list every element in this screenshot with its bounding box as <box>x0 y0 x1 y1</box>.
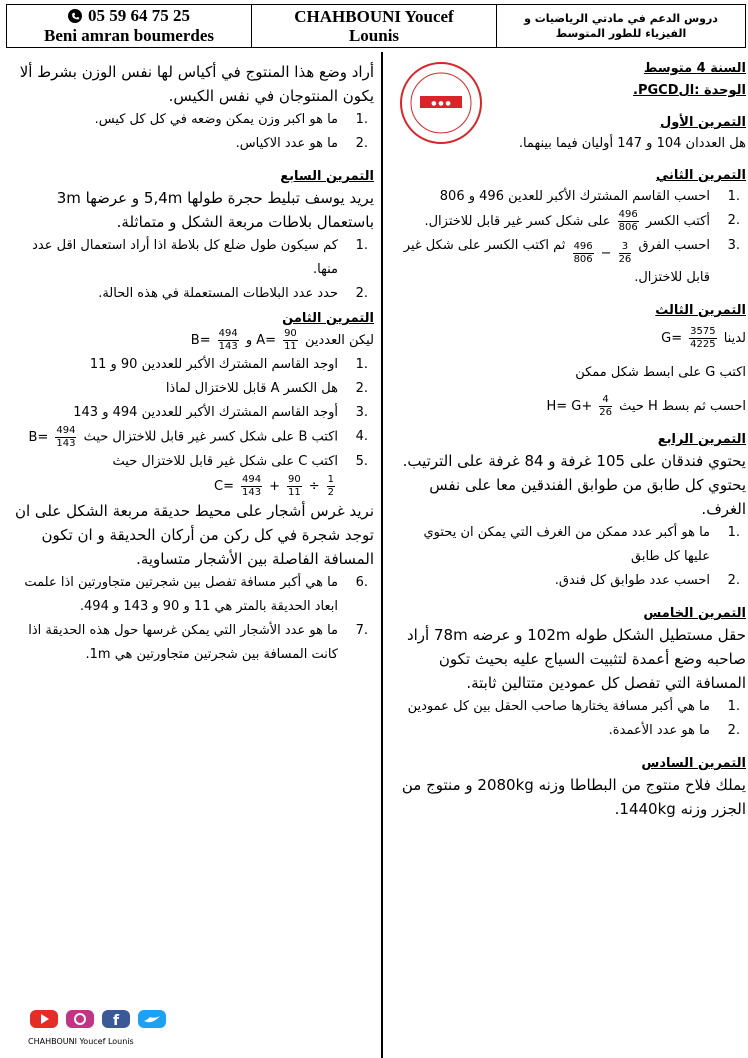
author-name: CHAHBOUNI Youcef <box>294 7 454 26</box>
exercise-6-text: يملك فلاح منتوج من البطاطا وزنه 2080kg و منتوج من الجزر وزنه 1440kg. <box>401 776 746 818</box>
exercise-7-list <box>4 234 374 306</box>
list-item: 2. ما هو عدد الأعمدة. <box>608 723 740 738</box>
youtube-icon <box>30 1010 58 1028</box>
facebook-icon <box>102 1010 130 1029</box>
course-title-1: دروس الدعم في مادتي الرياضيات و <box>524 12 718 25</box>
social-logos <box>26 1006 226 1050</box>
garden-text: نريد غرس أشجار على محيط حديقة مربعة الشكل على ان توجد شجرة في كل ركن من أركان الحديقة و ان تكون المسافة الفاصلة بين الأشجار متساوية. <box>14 502 374 568</box>
list-item: 7. ما هو عدد الأشجار التي يمكن غرسها حول هذه الحديقة اذا كانت المسافة بين شجرتين متجاورتين هي 1m. <box>28 623 368 662</box>
fraction: $\frac{496}{806}$ <box>618 209 638 233</box>
brand-footer: CHAHBOUNI Youcef Lounis <box>28 1037 134 1046</box>
list-item: 1. كم سيكون طول ضلع كل بلاطة اذا أراد استعمال اقل عدد منها. <box>32 238 368 277</box>
phone-number: 05 59 64 75 25 <box>88 6 190 25</box>
exercise-3-title: التمرين الثالث <box>655 303 746 318</box>
math-expression: $\frac{496}{806}$ − $\frac{3}{26}$ <box>573 241 632 265</box>
exercise-5-text: حقل مستطيل الشكل طوله 102m و عرضه 78m أراد صاحبه وضع أعمدة لتثبيت السياج عليه بحيث تكون المسافة التي تفصل كل عمودين متتالين ثابتة. <box>406 626 746 692</box>
right-column <box>396 58 746 821</box>
unit-label: الوحدة :الPGCD. <box>633 83 746 98</box>
grade-label: السنة 4 متوسط <box>643 61 746 76</box>
exercise-1-text: هل العددان 104 و 147 أوليان فيما بينهما. <box>518 136 746 151</box>
location: Beni amran boumerdes <box>44 26 214 45</box>
list-item: 3. أوجد القاسم المشترك الأكبر للعددين 494 و 143 <box>73 405 368 420</box>
left-column <box>4 60 374 667</box>
phone-row <box>68 6 190 26</box>
exercise-6-title: التمرين السادس <box>641 756 746 771</box>
author-name-2: Lounis <box>348 26 400 45</box>
list-item: 1. احسب القاسم المشترك الأكبر للعدين 496 و 806 <box>439 189 740 204</box>
exercise-4-list <box>396 521 746 593</box>
exercise-8-title: التمرين الثامن <box>282 311 374 326</box>
exercise-1-title: التمرين الأول <box>659 115 746 130</box>
course-title-2: الفيزياء للطور المتوسط <box>555 27 687 40</box>
instagram-icon <box>66 1010 94 1028</box>
list-item: 2. احسب عدد طوابق كل فندق. <box>554 573 740 588</box>
svg-text:● ● ●: ● ● ● <box>431 100 451 107</box>
continuation-list <box>4 108 374 156</box>
list-item: 2. هل الكسر A قابل للاختزال لماذا <box>165 381 368 396</box>
contact-cell <box>7 5 252 47</box>
twitter-icon <box>138 1010 166 1028</box>
exercise-7-text: يريد يوسف تبليط حجرة طولها 5,4m و عرضها 3m باستعمال بلاطات مربعة الشكل و متماثلة. <box>56 189 374 231</box>
list-item: 5. اكتب C على شكل غير قابل للاختزال حيث C= $\frac{494}{143}$ + $\frac{90}{11}$ ÷ $\frac{1}{2}$ <box>112 454 368 498</box>
list-item: 2. حدد عدد البلاطات المستعملة في هذه الحالة. <box>98 286 368 301</box>
garden-list <box>4 571 374 667</box>
exercise-3-line-1: لدينا G= $\frac{3575}{4225}$ <box>661 326 746 350</box>
header-table <box>6 4 746 48</box>
course-cell <box>497 5 745 47</box>
list-item: 2. أكتب الكسر $\frac{496}{806}$ على شكل كسر غير قابل للاختزال. <box>424 209 740 233</box>
phone-icon <box>68 9 82 23</box>
list-item: 2. ما هو عدد الاكياس. <box>235 136 368 151</box>
list-item: 4. اكتب B على شكل كسر غير قابل للاختزال حيث B= $\frac{494}{143}$ <box>28 425 368 449</box>
list-item: 6. ما هي أكبر مسافة تفصل بين شجرتين متجاورتين اذا علمت ابعاد الحديقة بالمتر هي 11 و 90 و 143 و 494. <box>24 575 368 614</box>
continuation-text: أراد وضع هذا المنتوج في أكياس لها نفس الوزن بشرط ألا يكون المنتوجان في نفس الكيس. <box>19 63 374 105</box>
list-item: 3. احسب الفرق $\frac{496}{806}$ − $\frac{3}{26}$ ثم اكتب الكسر على شكل غير قابل للاختزال. <box>403 238 740 285</box>
svg-text:f: f <box>112 1013 120 1029</box>
exercise-3-line-3: احسب ثم بسط H حيث H= G+ $\frac{4}{26}$ <box>546 394 746 418</box>
exercise-8-intro: ليكن العددين A= $\frac{90}{11}$ و B= $\frac{494}{143}$ <box>190 328 374 352</box>
exercise-3-line-2: اكتب G على ابسط شكل ممكن <box>575 365 746 380</box>
list-item: 1. ما هو اكبر وزن يمكن وضعه في كل كل كيس. <box>94 112 368 127</box>
exercise-8-list <box>4 353 374 499</box>
exercise-4-title: التمرين الرابع <box>657 432 746 447</box>
exercise-5-list <box>396 695 746 743</box>
list-item: 1. اوجد القاسم المشترك الأكبر للعددين 90 و 11 <box>89 357 368 372</box>
exercise-5-title: التمرين الخامس <box>643 606 746 621</box>
column-divider <box>381 52 383 1058</box>
list-item: 1. ما هي أكبر مسافة يختارها صاحب الحقل بين كل عمودين <box>407 699 740 714</box>
author-cell <box>252 5 497 47</box>
exercise-4-text: يحتوي فندقان على 105 غرفة و 84 غرفة على الترتيب. يحتوي كل طابق من طوابق الفندقين معا على نفس الغرف. <box>402 452 746 518</box>
exercise-2-title: التمرين الثاني <box>655 168 746 183</box>
math-expression: C= $\frac{494}{143}$ + $\frac{90}{11}$ ÷ $\frac{1}{2}$ <box>214 474 334 498</box>
list-item: 1. ما هو أكبر عدد ممكن من الغرف التي يمكن ان يحتوي عليها كل طابق <box>423 525 740 564</box>
exercise-7-title: التمرين السابع <box>280 169 374 184</box>
exercise-2-list <box>396 185 746 290</box>
